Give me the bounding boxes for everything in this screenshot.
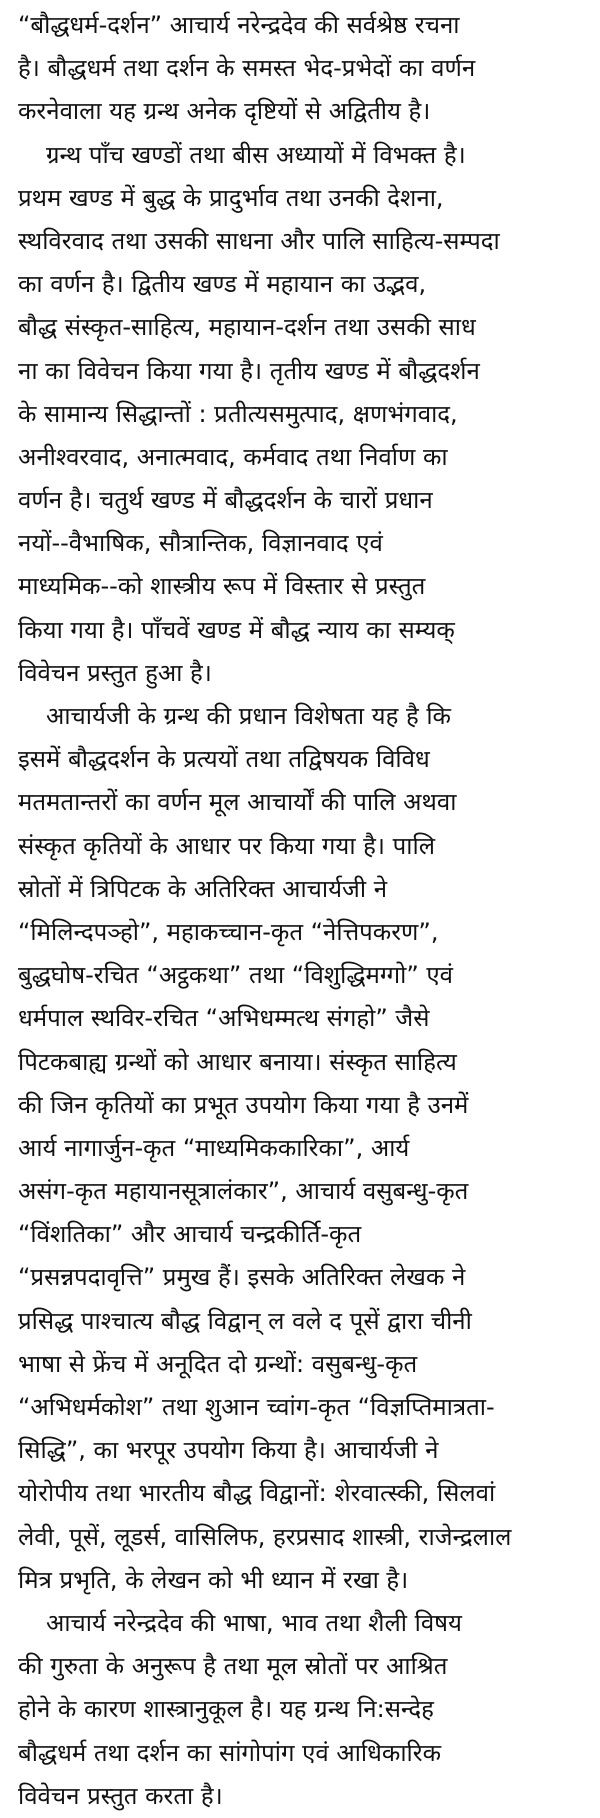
text-line: आर्य नागार्जुन-कृत “माध्यमिककारिका”, आर्य: [18, 1133, 410, 1162]
text-line: है। बौद्धधर्म तथा दर्शन के समस्त भेद-प्रभेदों का वर्णन: [18, 54, 476, 83]
text-line: भाषा से फ्रेंच में अनूदित दो ग्रन्थों: वसुबन्धु-कृत: [18, 1349, 418, 1378]
text-line: करनेवाला यह ग्रन्थ अनेक दृष्टियों से अद्वितीय है।: [18, 97, 431, 126]
text-line: बौद्धधर्म तथा दर्शन का सांगोपांग एवं आधिकारिक: [18, 1738, 442, 1767]
text-line: धर्मपाल स्थविर-रचित “अभिधम्मत्थ संगहो” जैसे: [18, 1004, 430, 1033]
text-line: मित्र प्रभृति, के लेखन को भी ध्यान में रखा है।: [18, 1565, 409, 1594]
text-line: माध्यमिक--को शास्त्रीय रूप में विस्तार से प्रस्तुत: [18, 572, 426, 601]
text-line: प्रसिद्ध पाश्चात्य बौद्ध विद्वान् ल वले द पूसें द्वारा चीनी: [18, 1306, 472, 1335]
text-line: लेवी, पूसें, लूडर्स, वासिलिफ, हरप्रसाद शास्त्री, राजेन्द्रलाल: [18, 1522, 512, 1551]
text-line: अनीश्वरवाद, अनात्मवाद, कर्मवाद तथा निर्वाण का: [18, 442, 448, 471]
text-line: मतमतान्तरों का वर्णन मूल आचार्यों की पालि अथवा: [18, 788, 457, 817]
paragraph-1: [18, 4, 584, 134]
text-line: संस्कृत कृतियों के आधार पर किया गया है। पालि: [18, 831, 435, 860]
text-line: बुद्धघोष-रचित “अट्ठकथा” तथा “विशुद्धिमग्गो” एवं: [18, 961, 454, 990]
text-line: ग्रन्थ पाँच खण्डों तथा बीस अध्यायों में विभक्त है।: [46, 140, 466, 169]
text-line: आचार्यजी के ग्रन्थ की प्रधान विशेषता यह है कि: [46, 702, 451, 730]
text-line: बौद्ध संस्कृत-साहित्य, महायान-दर्शन तथा उसकी साध: [18, 313, 476, 342]
paragraph-4: [18, 1602, 584, 1818]
text-line: इसमें बौद्धदर्शन के प्रत्ययों तथा तद्विषयक विविध: [18, 745, 430, 774]
text-line: विवेचन प्रस्तुत करता है।: [18, 1781, 223, 1810]
text-line: “बौद्धधर्म-दर्शन” आचार्य नरेन्द्रदेव की सर्वश्रेष्ठ रचना: [18, 11, 460, 39]
text-line: योरोपीय तथा भारतीय बौद्ध विद्वानों: शेरवात्स्की, सिलवां: [18, 1479, 496, 1508]
paragraph-2: [18, 134, 584, 695]
text-line: वर्णन है। चतुर्थ खण्ड में बौद्धदर्शन के चारों प्रधान: [18, 486, 433, 515]
text-line: किया गया है। पाँचवें खण्ड में बौद्ध न्याय का सम्यक्: [18, 615, 455, 644]
text-line: स्थविरवाद तथा उसकी साधना और पालि साहित्य-सम्पदा: [18, 226, 500, 255]
text-line: विवेचन प्रस्तुत हुआ है।: [18, 658, 212, 687]
document-body: [18, 4, 584, 1818]
text-line: प्रथम खण्ड में बुद्ध के प्रादुर्भाव तथा उनकी देशना,: [18, 183, 444, 212]
text-line: “प्रसन्नपदावृत्ति” प्रमुख हैं। इसके अतिरिक्त लेखक ने: [18, 1263, 466, 1292]
text-line: पिटकबाह्य ग्रन्थों को आधार बनाया। संस्कृत साहित्य: [18, 1047, 457, 1076]
text-line: असंग-कृत महायानसूत्रालंकार”, आचार्य वसुबन्धु-कृत: [18, 1177, 469, 1206]
paragraph-3: [18, 695, 584, 1602]
text-line: नयों--वैभाषिक, सौत्रान्तिक, विज्ञानवाद एवं: [18, 529, 383, 558]
text-line: सिद्धि”, का भरपूर उपयोग किया है। आचार्यजी ने: [18, 1436, 439, 1465]
text-line: ना का विवेचन किया गया है। तृतीय खण्ड में बौद्धदर्शन: [18, 356, 480, 385]
text-line: होने के कारण शास्त्रानुकूल है। यह ग्रन्थ नि:सन्देह: [18, 1695, 434, 1724]
text-line: स्रोतों में त्रिपिटक के अतिरिक्त आचार्यजी ने: [18, 874, 388, 903]
text-line: के सामान्य सिद्धान्तों : प्रतीत्यसमुत्पाद, क्षणभंगवाद,: [18, 399, 458, 428]
text-line: “विंशतिका” और आचार्य चन्द्रकीर्ति-कृत: [18, 1220, 362, 1249]
text-line: “अभिधर्मकोश” तथा शुआन च्वांग-कृत “विज्ञप्तिमात्रता-: [18, 1393, 495, 1421]
text-line: की गुरुता के अनुरूप है तथा मूल स्रोतों पर आश्रित: [18, 1652, 448, 1681]
text-line: “मिलिन्दपञ्हो”, महाकच्चान-कृत “नेत्तिपकरण”,: [18, 917, 439, 946]
text-line: की जिन कृतियों का प्रभूत उपयोग किया गया है उनमें: [18, 1090, 469, 1119]
text-line: आचार्य नरेन्द्रदेव की भाषा, भाव तथा शैली विषय: [46, 1608, 462, 1637]
text-line: का वर्णन है। द्वितीय खण्ड में महायान का उद्भव,: [18, 270, 427, 299]
